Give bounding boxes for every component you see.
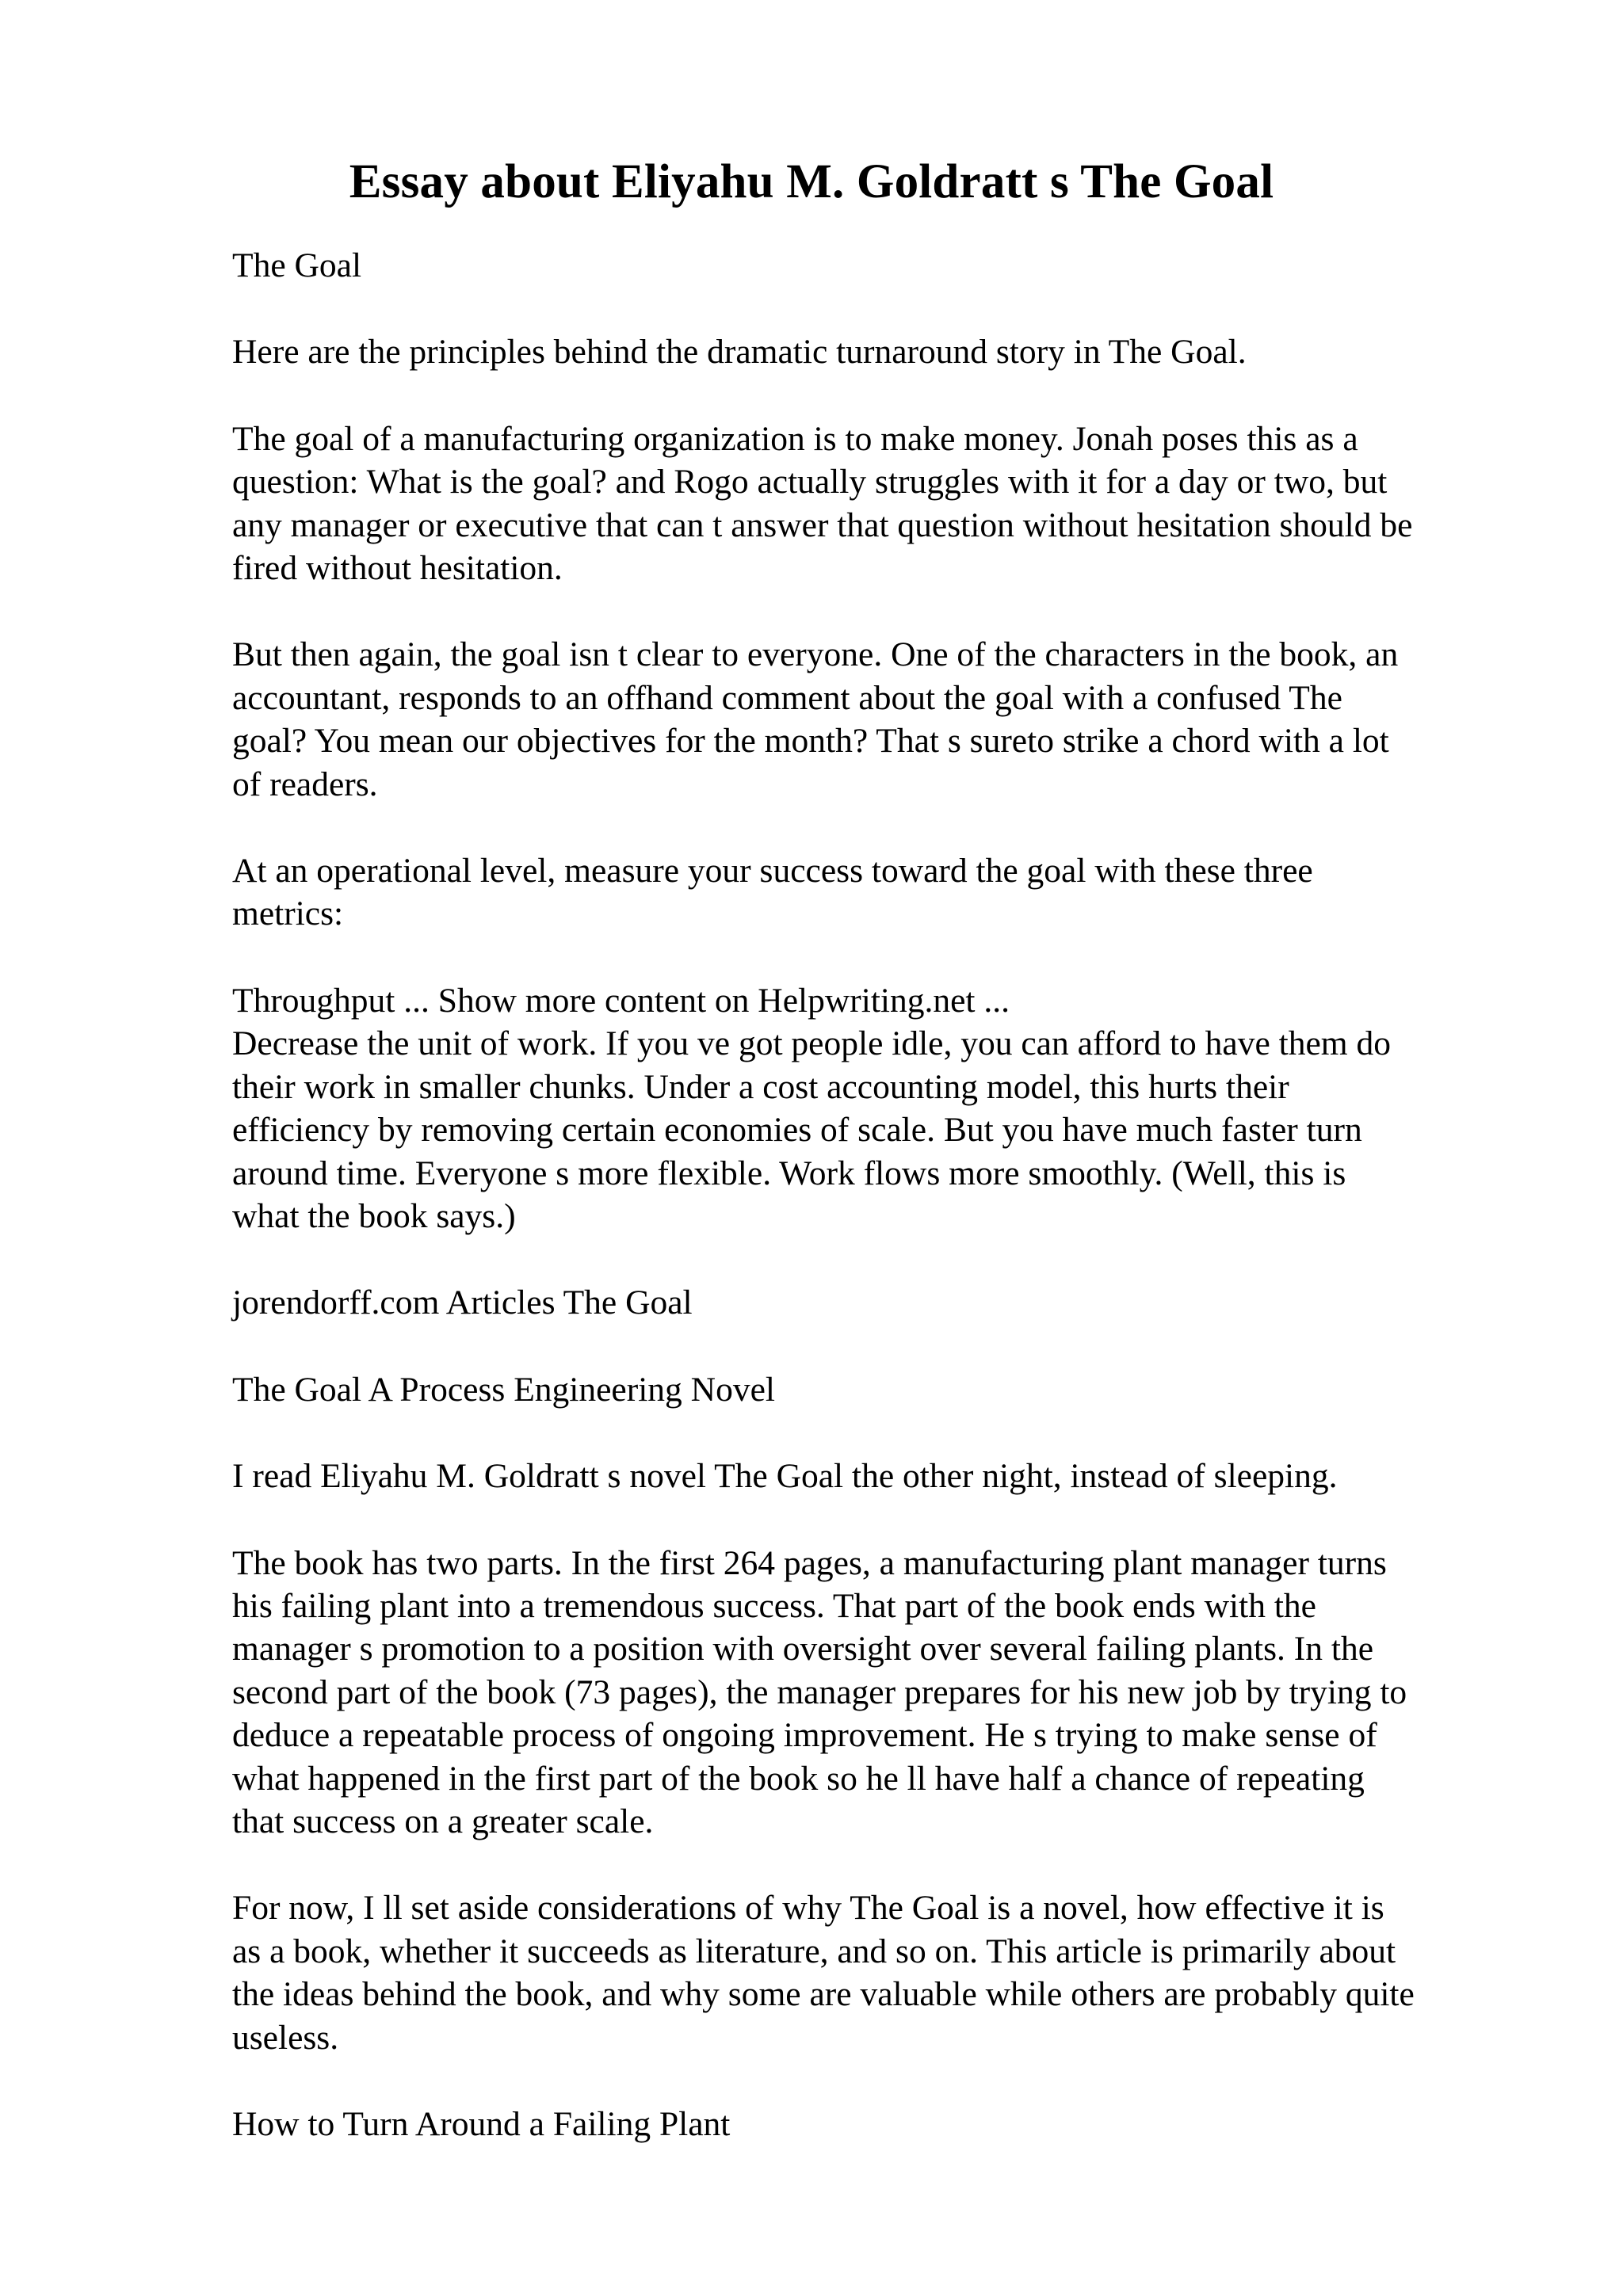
paragraph-line: For now, I ll set aside considerations of why The Goal is a novel, how effective it is [232,1889,1384,1928]
paragraph-line: The Goal A Process Engineering Novel [232,1370,775,1409]
paragraph [232,849,1516,936]
paragraph-line: their work in smaller chunks. Under a cost accounting model, this hurts their [232,1067,1289,1106]
document-body [232,244,1516,2189]
paragraph-line: jorendorff.com Articles The Goal [232,1283,693,1322]
paragraph-line: deduce a repeatable process of ongoing improvement. He s trying to make sense of [232,1716,1377,1755]
paragraph-line: that success on a greater scale. [232,1802,654,1840]
paragraph-line: accountant, responds to an offhand comment about the goal with a confused The [232,678,1342,717]
paragraph-line: The goal of a manufacturing organization is to make money. Jonah poses this as a [232,419,1358,458]
paragraph-line: metrics: [232,894,344,933]
paragraph-line: At an operational level, measure your success toward the goal with these three [232,852,1313,891]
paragraph-line: Here are the principles behind the dramatic turnaround story in The Goal. [232,333,1247,372]
paragraph [232,330,1516,373]
paragraph-line: I read Eliyahu M. Goldratt s novel The Goal the other night, instead of sleeping. [232,1457,1338,1496]
paragraph-line: efficiency by removing certain economies of scale. But you have much faster turn [232,1111,1362,1150]
paragraph-line: his failing plant into a tremendous success. That part of the book ends with the [232,1586,1316,1625]
paragraph-line: second part of the book (73 pages), the manager prepares for his new job by trying to [232,1672,1407,1711]
paragraph [232,1368,1516,1411]
paragraph-line: what happened in the first part of the book so he ll have half a chance of repeating [232,1759,1365,1798]
paragraph [232,2103,1516,2145]
paragraph-line: what the book says.) [232,1196,516,1235]
paragraph-line: But then again, the goal isn t clear to everyone. One of the characters in the book, an [232,635,1399,674]
paragraph [232,1022,1516,1238]
paragraph-line: any manager or executive that can t answer that question without hesitation should be [232,505,1413,544]
paragraph [232,1886,1516,2059]
paragraph-line: question: What is the goal? and Rogo actually struggles with it for a day or two, but [232,463,1388,502]
paragraph-line: The book has two parts. In the first 264 pages, a manufacturing plant manager turns [232,1543,1387,1582]
paragraph-line: useless. [232,2018,339,2057]
paragraph-line: as a book, whether it succeeds as literature, and so on. This article is primarily about [232,1932,1396,1970]
paragraph [232,244,1516,287]
paragraph [232,1455,1516,1497]
paragraph-line: goal? You mean our objectives for the month? That s sureto strike a chord with a lot [232,722,1389,761]
paragraph-line: Decrease the unit of work. If you ve got people idle, you can afford to have them do [232,1024,1392,1063]
paragraph-line: fired without hesitation. [232,549,563,588]
paragraph-line: Throughput ... Show more content on Helpwriting.net ... [232,981,1010,1020]
paragraph [232,633,1516,806]
paragraph [232,979,1516,1022]
paragraph-line: the ideas behind the book, and why some are valuable while others are probably quite [232,1975,1415,2014]
paragraph [232,1542,1516,1844]
paragraph [232,418,1516,590]
paragraph-line: The Goal [232,246,362,284]
paragraph-line: around time. Everyone s more flexible. Work flows more smoothly. (Well, this is [232,1154,1346,1192]
paragraph-line: manager s promotion to a position with oversight over several failing plants. In the [232,1630,1374,1669]
document-title: Essay about Eliyahu M. Goldratt s The Goal [349,155,1274,208]
paragraph-line: How to Turn Around a Failing Plant [232,2105,731,2143]
paragraph [232,1281,1516,1324]
paragraph-line: of readers. [232,765,378,803]
